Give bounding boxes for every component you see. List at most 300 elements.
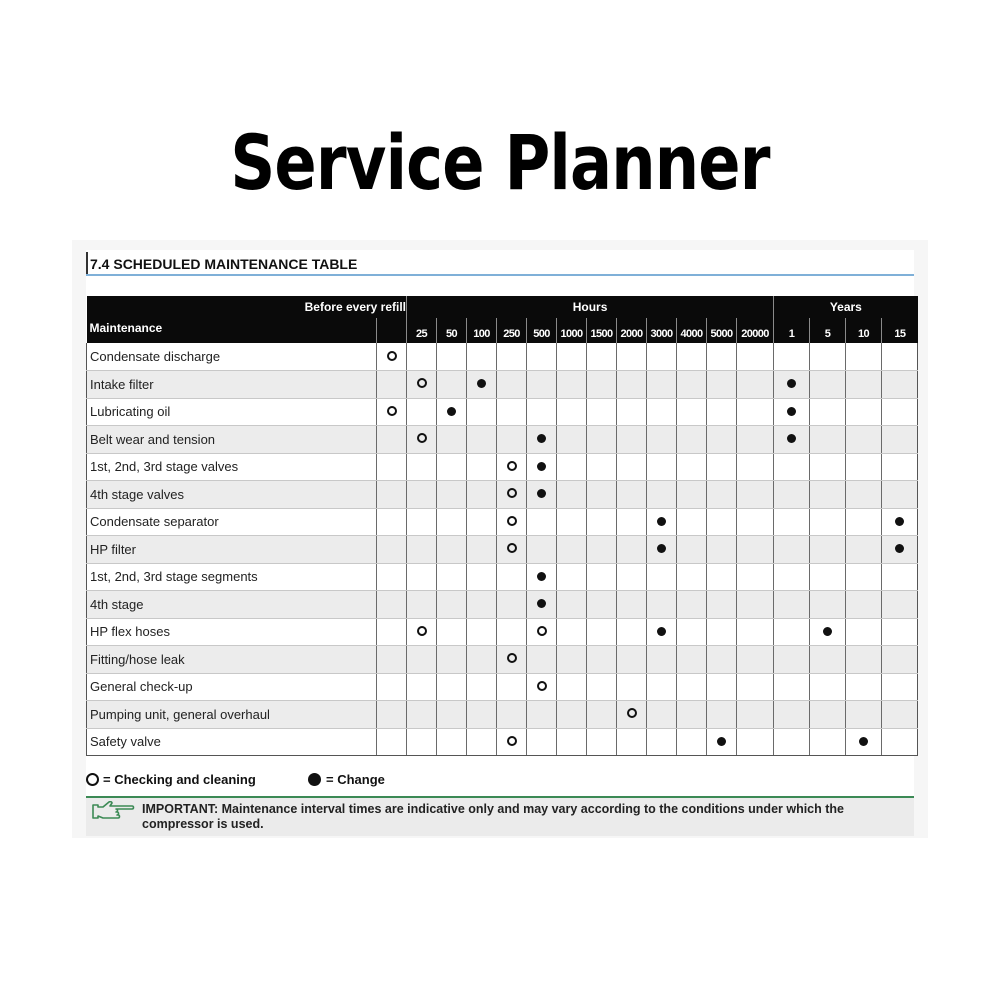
table-cell <box>846 371 882 399</box>
header-hours-50: 50 <box>437 318 467 343</box>
table-cell <box>377 618 407 646</box>
table-cell <box>467 536 497 564</box>
table-cell <box>467 701 497 729</box>
check-clean-marker <box>387 351 397 361</box>
table-cell <box>407 371 437 399</box>
table-cell <box>407 453 437 481</box>
table-cell <box>497 646 527 674</box>
table-cell <box>617 591 647 619</box>
table-cell <box>737 426 774 454</box>
table-cell <box>707 673 737 701</box>
change-marker <box>537 434 546 443</box>
change-marker <box>447 407 456 416</box>
header-years-15: 15 <box>882 318 918 343</box>
table-cell <box>677 536 707 564</box>
row-label: Intake filter <box>87 371 377 399</box>
table-cell <box>882 343 918 371</box>
table-cell <box>774 701 810 729</box>
table-cell <box>774 673 810 701</box>
header-hours-20000: 20000 <box>737 318 774 343</box>
table-cell <box>846 508 882 536</box>
table-cell <box>467 508 497 536</box>
important-note-text: IMPORTANT: Maintenance interval times are indicative only and may vary according to the conditions under which the compressor is used. <box>142 802 844 831</box>
table-cell <box>647 618 677 646</box>
table-cell <box>707 646 737 674</box>
table-cell <box>774 398 810 426</box>
table-cell <box>587 673 617 701</box>
table-cell <box>677 618 707 646</box>
table-cell <box>677 508 707 536</box>
open-circle-icon <box>86 773 99 786</box>
change-marker <box>537 572 546 581</box>
table-row <box>87 481 918 509</box>
table-cell <box>677 591 707 619</box>
table-cell <box>557 426 587 454</box>
heading-marker <box>86 252 88 274</box>
header-maintenance: Maintenance <box>87 318 377 343</box>
table-row <box>87 343 918 371</box>
table-cell <box>497 508 527 536</box>
table-cell <box>497 536 527 564</box>
table-cell <box>647 563 677 591</box>
change-marker <box>787 407 796 416</box>
change-marker <box>895 517 904 526</box>
table-cell <box>377 398 407 426</box>
table-cell <box>774 536 810 564</box>
table-cell <box>467 563 497 591</box>
table-cell <box>617 508 647 536</box>
table-row <box>87 536 918 564</box>
check-clean-marker <box>507 461 517 471</box>
table-cell <box>587 701 617 729</box>
row-label: Belt wear and tension <box>87 426 377 454</box>
change-marker <box>537 462 546 471</box>
table-cell <box>377 728 407 756</box>
row-label: HP flex hoses <box>87 618 377 646</box>
table-cell <box>707 343 737 371</box>
table-cell <box>882 591 918 619</box>
table-cell <box>377 673 407 701</box>
table-cell <box>527 453 557 481</box>
header-years-1: 1 <box>774 318 810 343</box>
table-cell <box>707 728 737 756</box>
table-cell <box>557 343 587 371</box>
table-cell <box>647 673 677 701</box>
table-cell <box>707 426 737 454</box>
table-cell <box>774 426 810 454</box>
table-cell <box>557 481 587 509</box>
sheet-content <box>86 250 914 836</box>
check-clean-marker <box>537 681 547 691</box>
table-cell <box>882 508 918 536</box>
table-cell <box>810 371 846 399</box>
change-marker <box>537 599 546 608</box>
table-cell <box>846 646 882 674</box>
table-cell <box>377 536 407 564</box>
filled-circle-icon <box>308 773 321 786</box>
table-cell <box>617 371 647 399</box>
important-note <box>86 796 914 836</box>
table-cell <box>557 563 587 591</box>
table-cell <box>407 618 437 646</box>
table-cell <box>497 398 527 426</box>
table-cell <box>737 481 774 509</box>
table-cell <box>737 618 774 646</box>
change-marker <box>477 379 486 388</box>
table-cell <box>377 343 407 371</box>
table-cell <box>467 453 497 481</box>
table-cell <box>774 563 810 591</box>
check-clean-marker <box>417 433 427 443</box>
table-row <box>87 563 918 591</box>
table-cell <box>377 453 407 481</box>
change-marker <box>657 627 666 636</box>
header-years-10: 10 <box>846 318 882 343</box>
table-cell <box>647 728 677 756</box>
check-clean-marker <box>507 488 517 498</box>
table-cell <box>737 453 774 481</box>
row-label: Condensate discharge <box>87 343 377 371</box>
table-cell <box>882 673 918 701</box>
table-cell <box>497 701 527 729</box>
table-cell <box>737 591 774 619</box>
table-cell <box>587 508 617 536</box>
table-row <box>87 673 918 701</box>
table-cell <box>467 426 497 454</box>
table-cell <box>557 508 587 536</box>
page-title: Service Planner <box>230 118 770 207</box>
table-cell <box>437 398 467 426</box>
table-row <box>87 371 918 399</box>
table-cell <box>846 728 882 756</box>
maintenance-table <box>86 296 918 756</box>
table-cell <box>437 426 467 454</box>
change-marker <box>787 379 796 388</box>
header-hours-4000: 4000 <box>677 318 707 343</box>
table-cell <box>527 701 557 729</box>
table-cell <box>617 398 647 426</box>
table-cell <box>407 591 437 619</box>
table-cell <box>497 591 527 619</box>
table-cell <box>617 563 647 591</box>
table-cell <box>846 591 882 619</box>
table-cell <box>467 646 497 674</box>
table-cell <box>882 646 918 674</box>
table-cell <box>707 563 737 591</box>
maintenance-sheet <box>72 240 928 838</box>
table-cell <box>527 371 557 399</box>
header-refill-col <box>377 318 407 343</box>
row-label: Fitting/hose leak <box>87 646 377 674</box>
table-cell <box>527 591 557 619</box>
table-cell <box>882 563 918 591</box>
row-label: Lubricating oil <box>87 398 377 426</box>
row-label: 4th stage <box>87 591 377 619</box>
table-cell <box>737 563 774 591</box>
table-cell <box>587 398 617 426</box>
check-clean-marker <box>417 378 427 388</box>
table-cell <box>647 591 677 619</box>
table-cell <box>882 728 918 756</box>
table-cell <box>437 536 467 564</box>
table-row <box>87 398 918 426</box>
table-cell <box>647 426 677 454</box>
table-cell <box>557 371 587 399</box>
table-cell <box>810 343 846 371</box>
table-cell <box>407 646 437 674</box>
change-marker <box>859 737 868 746</box>
table-cell <box>617 343 647 371</box>
change-marker <box>787 434 796 443</box>
table-cell <box>737 728 774 756</box>
table-cell <box>737 398 774 426</box>
table-cell <box>467 618 497 646</box>
section-heading: 7.4 SCHEDULED MAINTENANCE TABLE <box>90 256 358 272</box>
table-cell <box>846 426 882 454</box>
table-cell <box>647 701 677 729</box>
table-cell <box>774 481 810 509</box>
table-cell <box>707 508 737 536</box>
table-row <box>87 453 918 481</box>
table-cell <box>846 481 882 509</box>
header-hours-25: 25 <box>407 318 437 343</box>
table-cell <box>617 646 647 674</box>
table-cell <box>497 618 527 646</box>
change-marker <box>717 737 726 746</box>
table-cell <box>437 508 467 536</box>
table-cell <box>527 673 557 701</box>
table-cell <box>527 343 557 371</box>
table-cell <box>774 591 810 619</box>
table-cell <box>377 591 407 619</box>
table-cell <box>707 481 737 509</box>
table-cell <box>737 673 774 701</box>
table-cell <box>437 563 467 591</box>
table-cell <box>617 728 647 756</box>
check-clean-marker <box>507 516 517 526</box>
table-cell <box>437 591 467 619</box>
legend-checking <box>86 772 256 787</box>
table-row <box>87 426 918 454</box>
check-clean-marker <box>387 406 397 416</box>
header-hours-100: 100 <box>467 318 497 343</box>
table-cell <box>810 701 846 729</box>
row-label: Pumping unit, general overhaul <box>87 701 377 729</box>
table-cell <box>737 508 774 536</box>
header-row-intervals <box>87 318 918 343</box>
table-cell <box>377 563 407 591</box>
header-years-5: 5 <box>810 318 846 343</box>
table-cell <box>467 673 497 701</box>
table-cell <box>774 508 810 536</box>
table-cell <box>467 481 497 509</box>
table-cell <box>774 646 810 674</box>
table-cell <box>587 728 617 756</box>
table-cell <box>617 618 647 646</box>
table-cell <box>407 536 437 564</box>
table-cell <box>557 728 587 756</box>
table-cell <box>647 481 677 509</box>
table-cell <box>707 453 737 481</box>
table-cell <box>557 453 587 481</box>
table-cell <box>527 398 557 426</box>
row-label: General check-up <box>87 673 377 701</box>
table-cell <box>810 673 846 701</box>
table-cell <box>527 536 557 564</box>
table-cell <box>707 701 737 729</box>
table-cell <box>647 371 677 399</box>
table-cell <box>617 426 647 454</box>
table-cell <box>677 646 707 674</box>
header-years: Years <box>774 296 918 318</box>
table-row <box>87 508 918 536</box>
table-cell <box>467 371 497 399</box>
table-cell <box>846 563 882 591</box>
table-cell <box>377 646 407 674</box>
table-cell <box>377 508 407 536</box>
table-cell <box>882 536 918 564</box>
table-cell <box>407 728 437 756</box>
table-cell <box>882 371 918 399</box>
table-cell <box>527 426 557 454</box>
table-cell <box>707 371 737 399</box>
table-cell <box>497 481 527 509</box>
table-cell <box>647 453 677 481</box>
table-cell <box>737 701 774 729</box>
check-clean-marker <box>507 736 517 746</box>
check-clean-marker <box>537 626 547 636</box>
table-cell <box>647 646 677 674</box>
table-cell <box>587 591 617 619</box>
table-cell <box>527 646 557 674</box>
table-row <box>87 646 918 674</box>
table-row <box>87 728 918 756</box>
table-cell <box>497 371 527 399</box>
table-cell <box>810 536 846 564</box>
table-cell <box>677 426 707 454</box>
table-cell <box>677 371 707 399</box>
table-cell <box>677 453 707 481</box>
table-cell <box>882 453 918 481</box>
table-cell <box>774 371 810 399</box>
table-cell <box>467 343 497 371</box>
table-cell <box>707 536 737 564</box>
table-cell <box>437 618 467 646</box>
table-cell <box>677 701 707 729</box>
table-cell <box>882 481 918 509</box>
table-cell <box>846 618 882 646</box>
table-cell <box>467 398 497 426</box>
table-cell <box>617 453 647 481</box>
header-hours-2000: 2000 <box>617 318 647 343</box>
table-cell <box>437 728 467 756</box>
table-cell <box>647 508 677 536</box>
table-cell <box>437 701 467 729</box>
table-cell <box>407 481 437 509</box>
table-cell <box>587 481 617 509</box>
table-cell <box>557 618 587 646</box>
table-cell <box>846 453 882 481</box>
table-cell <box>774 618 810 646</box>
header-hours: Hours <box>407 296 774 318</box>
section-heading-bar <box>86 250 914 276</box>
legend-checking-label: = Checking and cleaning <box>103 772 256 787</box>
table-cell <box>587 536 617 564</box>
legend-change-label: = Change <box>326 772 385 787</box>
table-cell <box>437 453 467 481</box>
table-cell <box>677 673 707 701</box>
table-cell <box>587 453 617 481</box>
table-body <box>87 343 918 756</box>
change-marker <box>823 627 832 636</box>
change-marker <box>537 489 546 498</box>
table-cell <box>527 563 557 591</box>
table-cell <box>377 426 407 454</box>
table-cell <box>882 618 918 646</box>
table-cell <box>647 536 677 564</box>
table-cell <box>407 508 437 536</box>
table-row <box>87 701 918 729</box>
table-cell <box>437 673 467 701</box>
table-cell <box>677 398 707 426</box>
header-hours-1000: 1000 <box>557 318 587 343</box>
header-before-every-refill: Before every refill <box>87 296 407 318</box>
table-cell <box>707 591 737 619</box>
table-cell <box>557 591 587 619</box>
table-cell <box>497 563 527 591</box>
table-cell <box>882 701 918 729</box>
change-marker <box>895 544 904 553</box>
table-cell <box>707 398 737 426</box>
table-cell <box>527 618 557 646</box>
header-hours-1500: 1500 <box>587 318 617 343</box>
table-cell <box>377 701 407 729</box>
table-cell <box>617 673 647 701</box>
row-label: 1st, 2nd, 3rd stage segments <box>87 563 377 591</box>
table-cell <box>810 398 846 426</box>
legend <box>86 772 914 790</box>
table-cell <box>527 508 557 536</box>
table-row <box>87 591 918 619</box>
table-cell <box>810 426 846 454</box>
table-cell <box>846 536 882 564</box>
table-cell <box>882 398 918 426</box>
table-cell <box>846 701 882 729</box>
table-cell <box>737 371 774 399</box>
header-hours-5000: 5000 <box>707 318 737 343</box>
table-cell <box>677 728 707 756</box>
check-clean-marker <box>507 653 517 663</box>
table-cell <box>497 453 527 481</box>
change-marker <box>657 517 666 526</box>
table-cell <box>377 481 407 509</box>
table-cell <box>810 481 846 509</box>
table-cell <box>467 728 497 756</box>
table-cell <box>810 728 846 756</box>
table-cell <box>437 481 467 509</box>
table-cell <box>557 646 587 674</box>
table-cell <box>407 398 437 426</box>
row-label: Safety valve <box>87 728 377 756</box>
table-cell <box>377 371 407 399</box>
table-cell <box>617 481 647 509</box>
table-cell <box>774 453 810 481</box>
check-clean-marker <box>507 543 517 553</box>
legend-change <box>308 772 385 787</box>
table-cell <box>677 481 707 509</box>
table-cell <box>810 646 846 674</box>
row-label: 4th stage valves <box>87 481 377 509</box>
